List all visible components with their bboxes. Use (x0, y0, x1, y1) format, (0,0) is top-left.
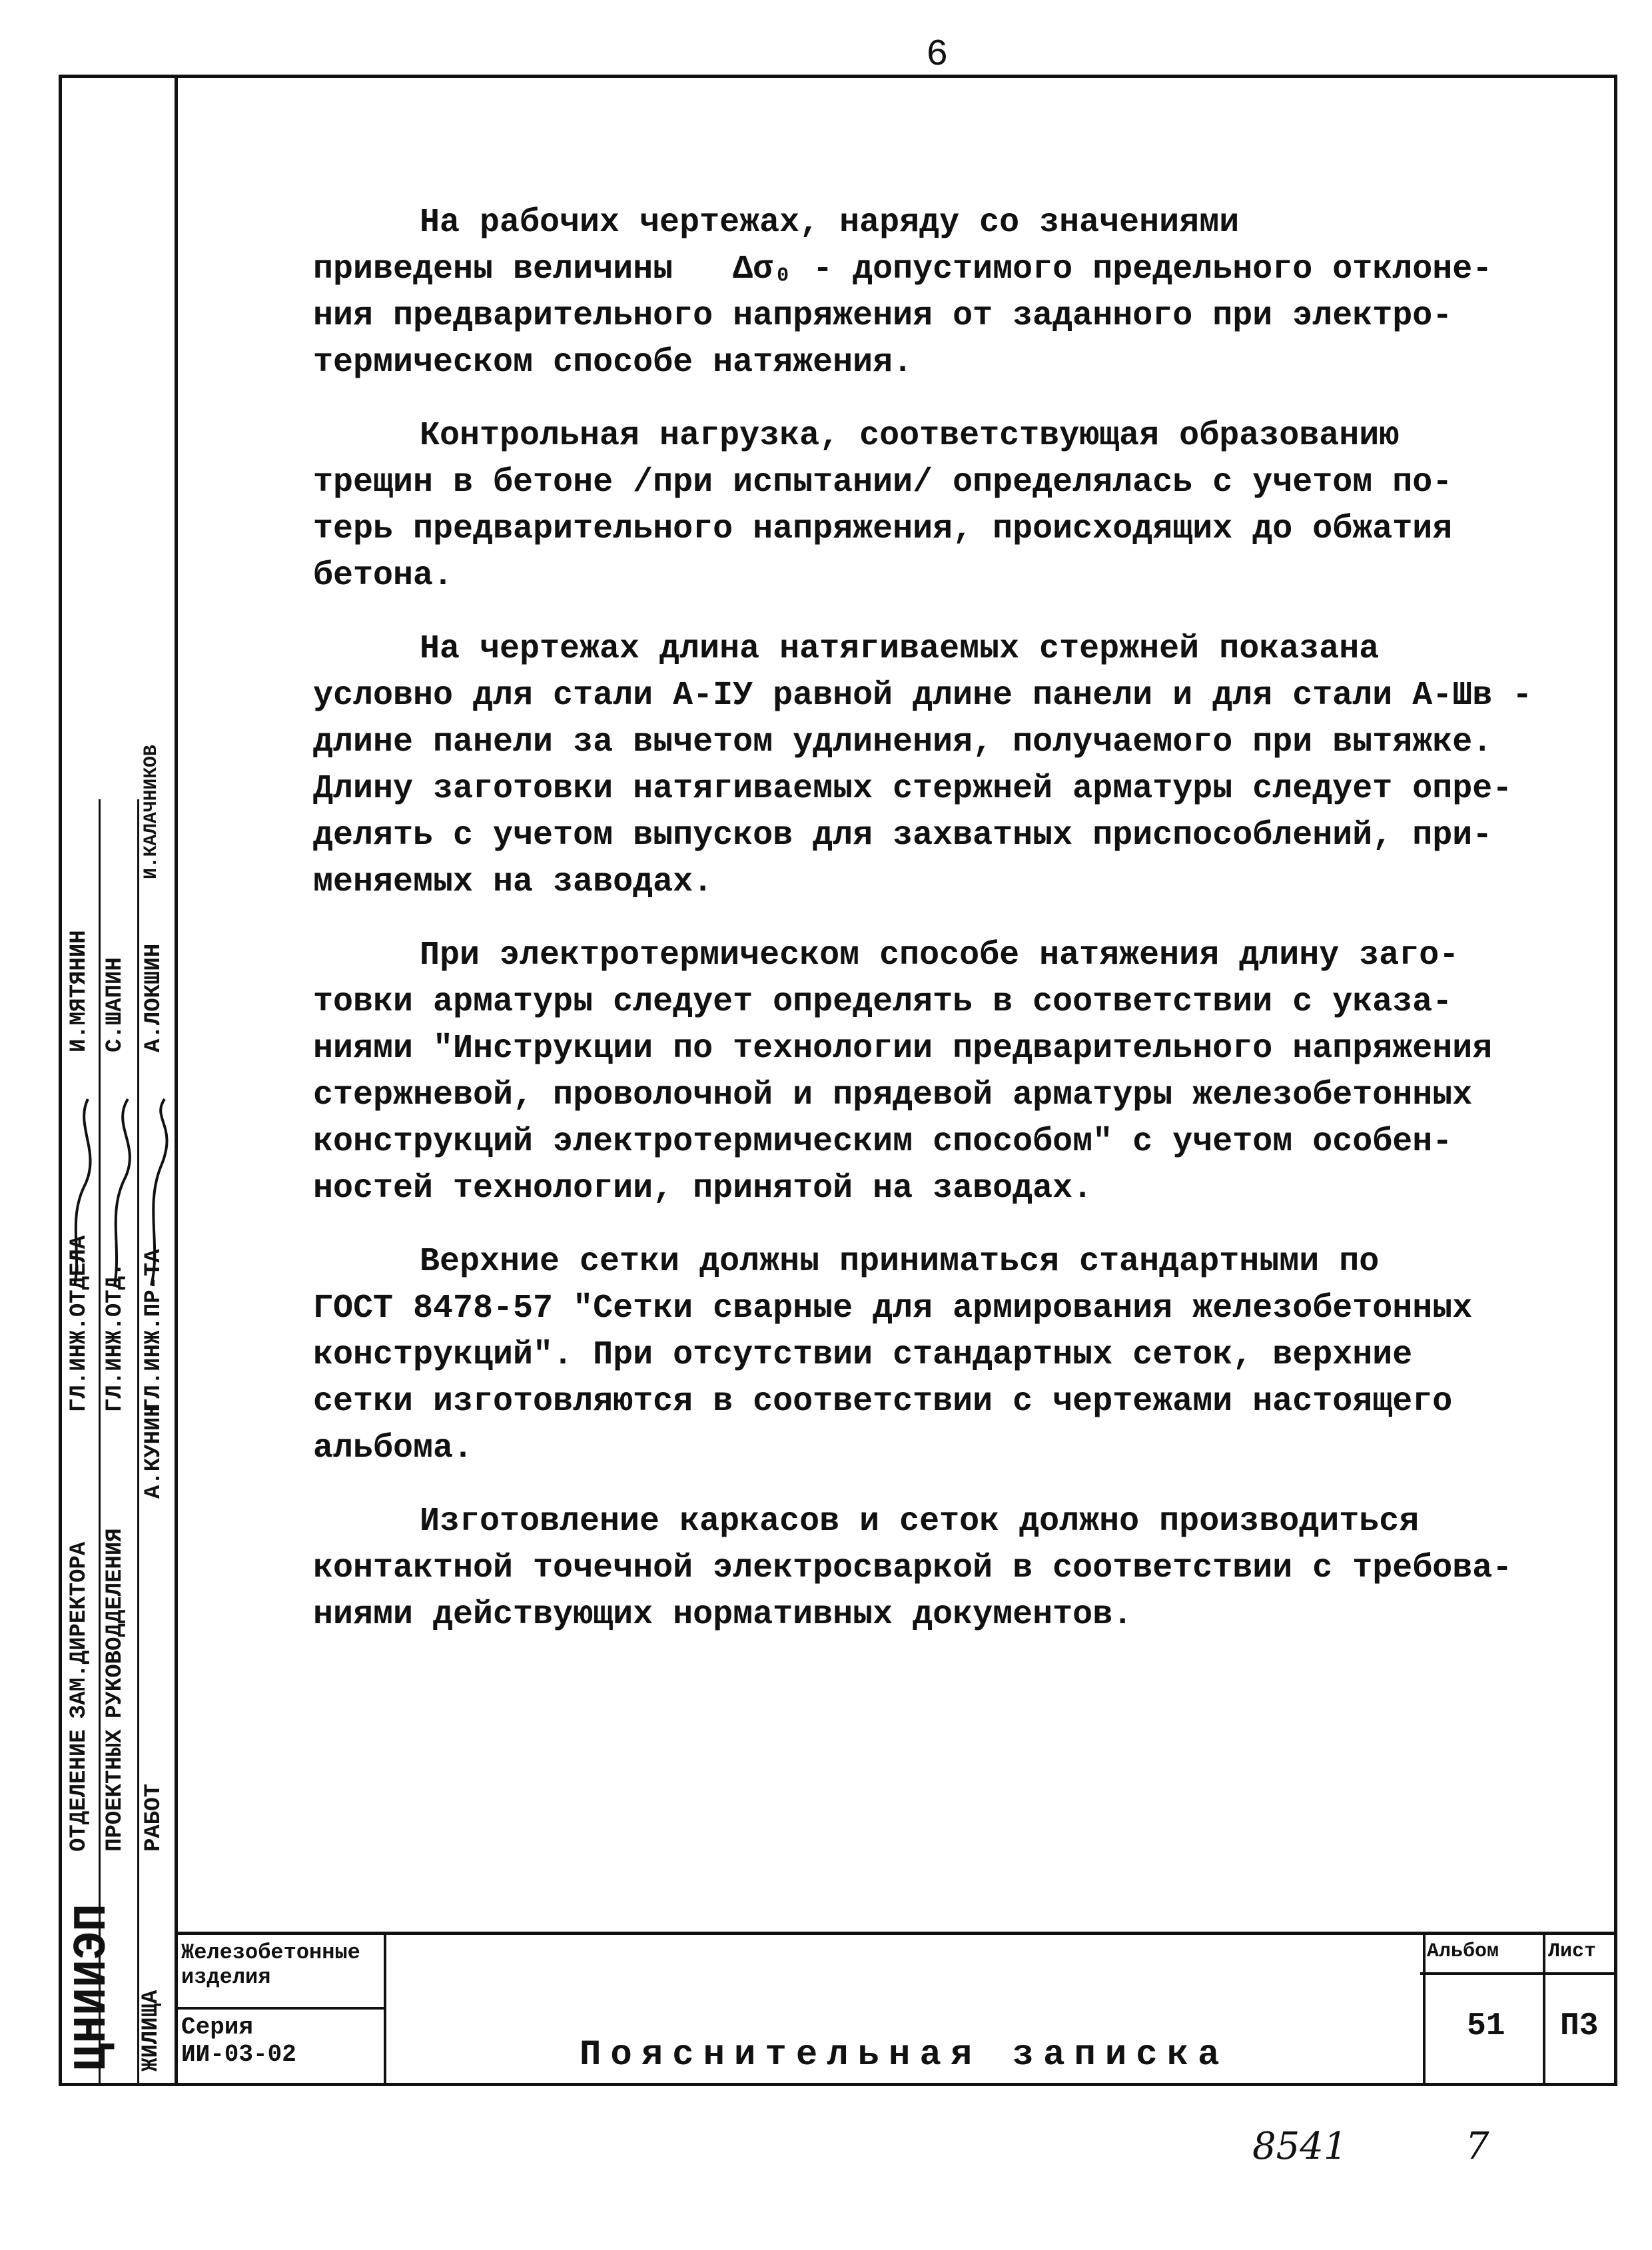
org-subname: ЖИЛИЩА (139, 1990, 164, 2071)
document-title: Пояснительная записка (580, 2035, 1229, 2075)
handwritten-code: 8541 (1252, 2125, 1348, 2168)
sheet-label: Лист (1548, 1940, 1597, 1963)
album-number: 51 (1467, 2008, 1505, 2044)
name-kunin: А.КУНИН (141, 1403, 167, 1499)
dept-line-1: ОТДЕЛЕНИЕ (67, 1729, 92, 1852)
name-lokshin: А.ЛОКШИН (141, 943, 167, 1052)
page-number: 6 (926, 33, 949, 76)
name-myatyanin: И.МЯТЯНИН (67, 930, 92, 1052)
approval-stamp (61, 745, 175, 2085)
sheet-number: П3 (1560, 2008, 1599, 2044)
dept-line-3: РАБОТ (141, 1783, 167, 1852)
paragraph-6: Изготовление каркасов и сеток должно производиться контактной точечной электросваркой в соответствии с требова- ниями действующих нормативных документов. (313, 1503, 1513, 1634)
paragraph-3: На чертежах длина натягиваемых стержней показана условно для стали А-IУ равной длине панели и для стали А-Шв - длине панели за вычетом удлинения, получаемого при вытяжке. Длину заготовки натягиваемых стержней арматуры следует опре- делять с учетом выпусков для захватных приспособлений, при- меняемых на заводах. (313, 630, 1533, 901)
paragraph-4: При электротермическом способе натяжения длину заго- товки арматуры следует определять в соответствии с указа- ниями "Инструкции по технологии предварительного напряжения стержневой, проволочной и прядевой арматуры железобетонных конструкций электротермическим способом" с учетом особен- ностей технологии, принятой на заводах. (313, 937, 1493, 1208)
explanatory-text (313, 200, 1579, 1665)
signatures-icon (61, 1086, 175, 1306)
paragraph-1: На рабочих чертежах, наряду со значениями приведены величины Δσ₀ - допустимого предельного отклоне- ния предварительного напряжения от заданного при электро- термическом способе натяжения. (313, 204, 1493, 382)
product-type: Железобетонные изделия (181, 1940, 360, 1990)
role-head-department: РУКОВОДДЕЛЕНИЯ (103, 1528, 128, 1718)
album-label: Альбом (1427, 1940, 1499, 1963)
handwritten-number: 7 (1465, 2125, 1489, 2168)
paragraph-5: Верхние сетки должны приниматься стандартными по ГОСТ 8478-57 "Сетки сварные для армирования железобетонных конструкций". При отсутствии стандартных сеток, верхние сетки изготовляются в соответствии с чертежами настоящего альбома. (313, 1243, 1473, 1467)
role-chief-engineer-dept-2: ГЛ.ИНЖ.ОТД. (103, 1262, 128, 1412)
series-number: Серия ИИ-03-02 (181, 2014, 296, 2068)
name-shapin: С.ШАПИН (103, 957, 128, 1052)
role-chief-engineer-project: ГЛ.ИНЖ.ПР-ТА (141, 1249, 167, 1412)
name-kalachnikov: И.КАЛАЧНИКОВ (141, 745, 162, 879)
paragraph-2: Контрольная нагрузка, соответствующая образованию трещин в бетоне /при испытании/ определялась с учетом по- терь предварительного напряжения, происходящих до обжатия бетона. (313, 417, 1453, 595)
role-deputy-director: ЗАМ.ДИРЕКТОРА (67, 1541, 92, 1718)
role-chief-engineer-dept: ГЛ.ИНЖ.ОТДЕЛА (67, 1235, 92, 1412)
org-name: ЦНИИЭП (67, 1903, 119, 2071)
dept-line-2: ПРОЕКТНЫХ (103, 1729, 128, 1852)
